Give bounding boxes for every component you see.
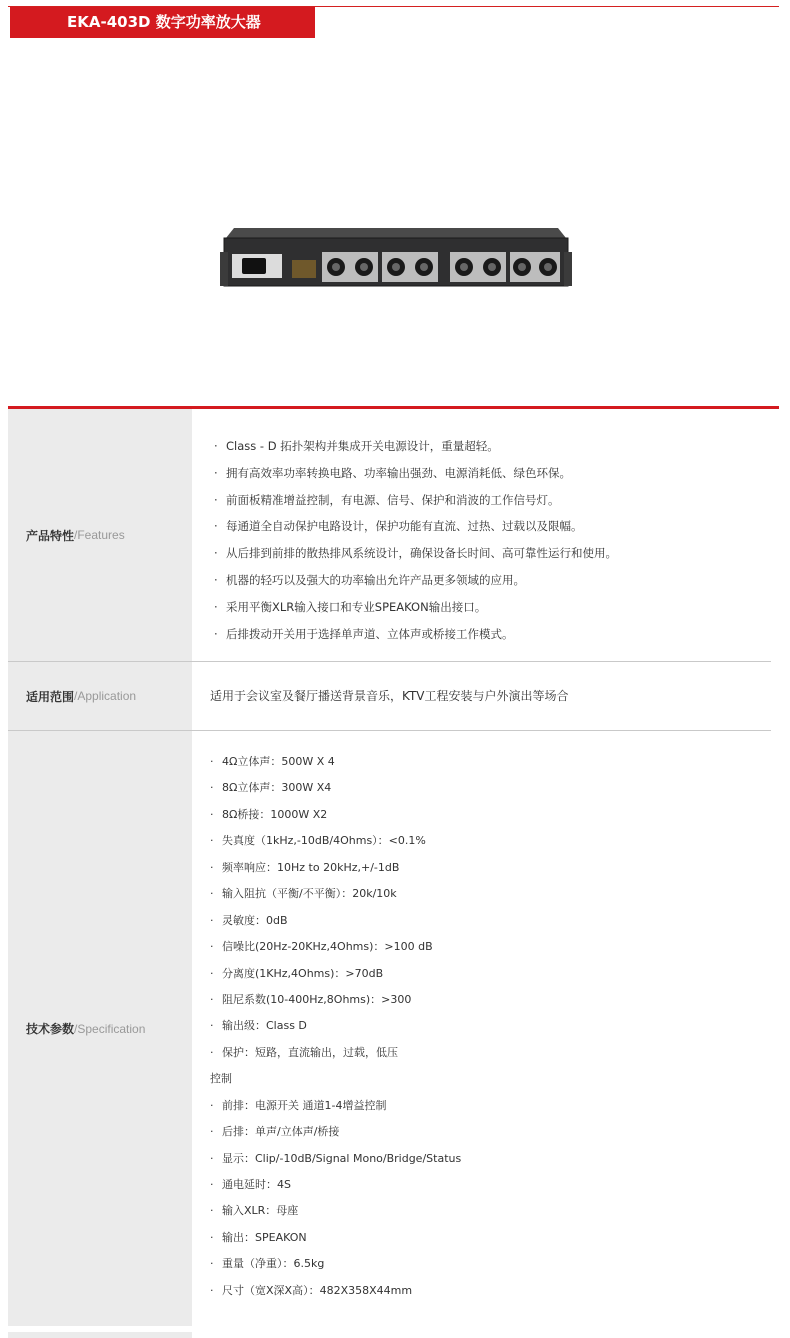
spec-item: · 输入阻抗（平衡/不平衡）：20k/10k	[210, 887, 397, 901]
application-text: 适用于会议室及餐厅播送背景音乐，KTV工程安装与户外演出等场合	[210, 689, 569, 703]
feature-item: · 从后排到前排的散热排风系统设计，确保设备长时间、高可靠性运行和使用。	[214, 546, 617, 561]
features-label	[8, 409, 192, 661]
spec-item: · 通电延时：4S	[210, 1178, 291, 1191]
features-content	[204, 409, 771, 661]
specification-label-en: /Specification	[74, 1021, 146, 1036]
spec-item: · 显示：Clip/-10dB/Signal Mono/Bridge/Status	[210, 1151, 462, 1165]
feature-item: · 每通道全自动保护电路设计，保护功能有直流、过热、过载以及限幅。	[214, 519, 583, 534]
application-label	[8, 662, 192, 730]
feature-item: · Class - D 拓扑架构并集成开关电源设计，重量超轻。	[214, 439, 499, 453]
spec-item: · 输出：SPEAKON	[210, 1230, 307, 1244]
spec-item: 控制	[210, 1072, 232, 1086]
feature-item: · 后排拨动开关用于选择单声道、立体声或桥接工作模式。	[214, 626, 514, 641]
spec-item: · 后排：单声/立体声/桥接	[210, 1125, 340, 1139]
spec-item: · 8Ω立体声：300W X4	[210, 781, 332, 795]
application-label-cn: 适用范围	[26, 689, 75, 704]
spec-item: · 8Ω桥接：1000W X2	[210, 807, 328, 821]
features-label-cn: 产品特性	[26, 528, 75, 543]
feature-item: · 前面板精准增益控制，有电源、信号、保护和消波的工作信号灯。	[214, 492, 560, 507]
feature-item: · 采用平衡XLR输入接口和专业SPEAKON输出接口。	[214, 599, 487, 614]
specification-row	[8, 731, 771, 1326]
feature-item: · 拥有高效率功率转换电路、功率输出强劲、电源消耗低、绿色环保。	[214, 465, 571, 480]
features-label-en: /Features	[74, 528, 125, 542]
amplifier-rear-panel-image	[218, 224, 574, 290]
feature-item: · 机器的轻巧以及强大的功率输出允许产品更多领域的应用。	[214, 572, 525, 587]
spec-item: · 分离度(1KHz,4Ohms)：>70dB	[210, 966, 384, 980]
features-row	[8, 409, 771, 661]
spec-item: · 输出级：Class D	[210, 1019, 307, 1033]
application-label-en: /Application	[74, 689, 137, 703]
page-title: EKA-403D 数字功率放大器	[10, 7, 315, 38]
application-content	[204, 662, 771, 730]
spec-item: · 4Ω立体声：500W X 4	[210, 755, 335, 768]
spec-item: · 尺寸（宽X深X高）：482X358X44mm	[210, 1283, 413, 1297]
spec-item: · 输入XLR：母座	[210, 1204, 299, 1218]
features-list	[214, 436, 617, 650]
spec-item: · 灵敏度：0dB	[210, 913, 288, 927]
spec-item: · 前排：电源开关 通道1-4增益控制	[210, 1098, 387, 1112]
spec-item: · 失真度（1kHz,-10dB/4Ohms）：<0.1%	[210, 834, 426, 848]
next-row-label-strip	[8, 1332, 192, 1338]
spec-item: · 信噪比(20Hz-20KHz,4Ohms)：>100 dB	[210, 940, 433, 954]
spec-item: · 重量（净重）：6.5kg	[210, 1257, 325, 1271]
spec-item: · 频率响应：10Hz to 20kHz,+/-1dB	[210, 860, 400, 874]
specification-list	[210, 752, 461, 1307]
specification-label	[8, 731, 192, 1326]
spec-item: · 保护：短路，直流输出，过载，低压	[210, 1045, 398, 1059]
application-row	[8, 662, 771, 730]
spec-item: · 阻尼系数(10-400Hz,8Ohms)：>300	[210, 992, 412, 1006]
specification-content	[204, 731, 771, 1326]
specification-label-cn: 技术参数	[26, 1022, 75, 1036]
